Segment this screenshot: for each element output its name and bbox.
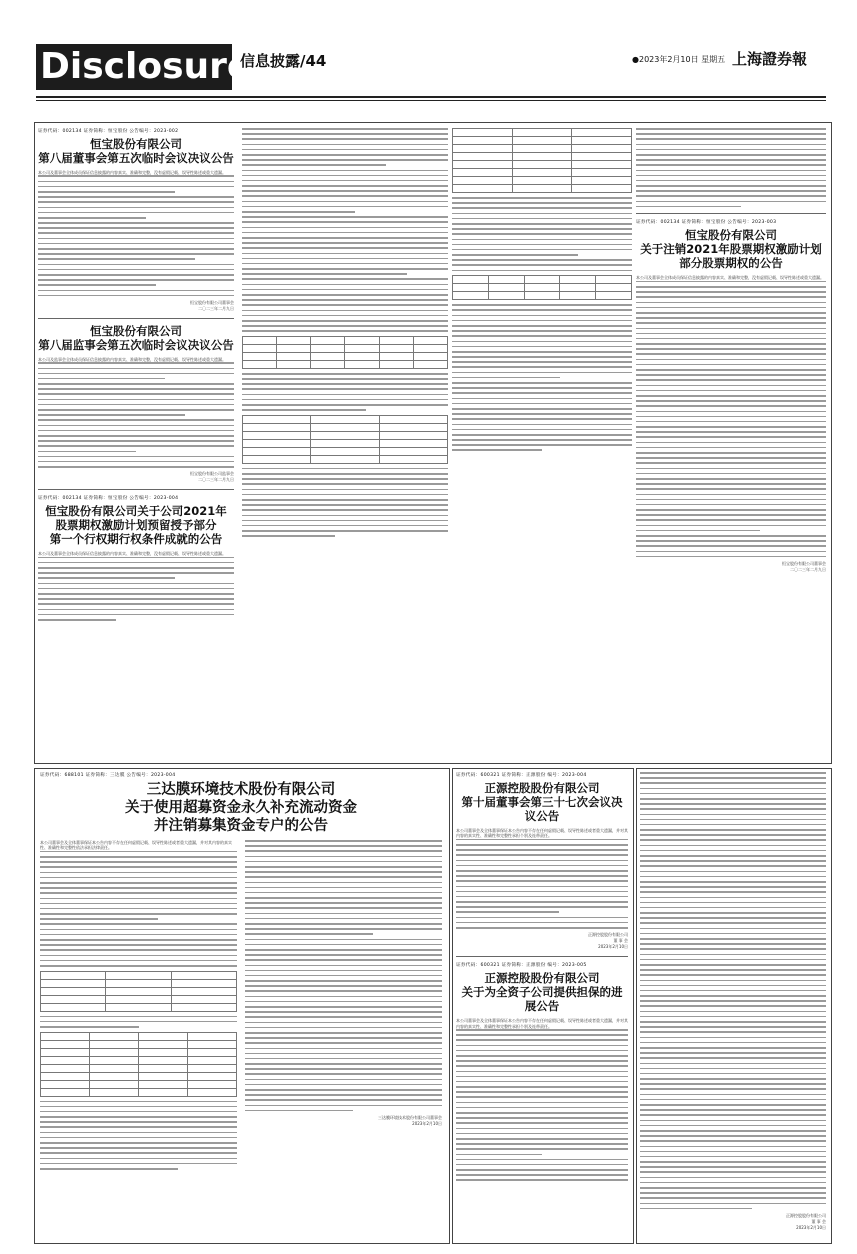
notice-intro: 本公司董事会及全体董事保证本公告内容不存在任何虚假记载、误导性陈述或者重大遗漏，并对其内容的真实性、准确性和完整性承担个别及连带责任。 <box>456 1018 628 1029</box>
notice-intro: 本公司及董事会全体成员保证信息披露的内容真实、准确和完整，没有虚假记载、误导性陈述或重大遗漏。 <box>38 551 226 557</box>
sandamo-col-left <box>40 840 237 1173</box>
notice-company: 正源控股股份有限公司 <box>484 971 600 986</box>
notice-signature: 恒宝股份有限公司监事会 二〇二三年二月九日 <box>190 471 234 483</box>
notice-intro: 本公司及董事会全体成员保证信息披露的内容真实、准确和完整，没有虚假记载、误导性陈述或重大遗漏。 <box>636 275 824 281</box>
column-sandamo <box>40 772 442 1238</box>
notice-body <box>40 851 237 967</box>
notice-meta: 证券代码：002134 证券简称：恒宝股份 公告编号：2023-004 <box>38 496 179 502</box>
notice-intro: 本公司董事会及全体董事保证本公告内容不存在任何虚假记载、误导性陈述或者重大遗漏，并对其内容的真实性、准确性和完整性依法承担法律责任。 <box>40 840 232 851</box>
notice-intro: 本公司董事会及全体董事保证本公告内容不存在任何虚假记载、误导性陈述或者重大遗漏，并对其内容的真实性、准确性和完整性承担个别及连带责任。 <box>456 828 628 839</box>
notice-signature: 恒宝股份有限公司董事会 二〇二三年二月九日 <box>782 560 826 572</box>
notice-title-line-1: 股票期权激励计划预留授予部分 <box>55 518 217 533</box>
sandamo-body-columns <box>40 840 442 1173</box>
notice-title-line-2: 并注销募集资金专户的公告 <box>154 818 328 834</box>
notice-company: 三达膜环境技术股份有限公司 <box>146 782 336 798</box>
notice-body <box>40 1101 237 1170</box>
notice-title-line-2: 部分股票期权的公告 <box>679 256 783 271</box>
notice-title-line-2: 第一个行权期行权条件成就的公告 <box>49 532 223 547</box>
notice-body <box>245 840 442 1111</box>
notice-signature: 恒宝股份有限公司董事会 二〇二三年二月九日 <box>190 299 234 311</box>
notice-meta: 证券代码：002134 证券简称：恒宝股份 公告编号：2023-002 <box>38 129 179 134</box>
data-table <box>40 1032 237 1097</box>
notice-title-line-1: 关于使用超募资金永久补充流动资金 <box>125 800 357 816</box>
notice-meta: 证券代码：002134 证券简称：恒宝股份 公告编号：2023-003 <box>636 220 777 226</box>
notice-title: 关于为全资子公司提供担保的进展公告 <box>461 985 623 1014</box>
divider <box>456 956 628 957</box>
notice-meta: 证券代码：688101 证券简称：三达膜 公告编号：2023-004 <box>40 773 176 778</box>
newspaper-name: 上海證券報 <box>732 50 808 68</box>
notice-body <box>456 839 628 929</box>
notice-body <box>640 772 826 1209</box>
brand-logo: Disclosure <box>36 44 232 90</box>
notice-intro: 本公司及董事会全体成员保证信息披露的内容真实、准确和完整，没有虚假记载、误导性陈述或重大遗漏。 <box>38 170 226 175</box>
sandamo-col-right <box>245 840 442 1173</box>
notice-signature: 三达膜环境技术股份有限公司董事会 2023年2月10日 <box>378 1114 442 1126</box>
notice-company: 恒宝股份有限公司关于公司2021年 <box>45 504 227 519</box>
hengbao-section-border <box>34 122 832 764</box>
notice-title: 第八届董事会第五次临时会议决议公告 <box>38 151 234 165</box>
data-table <box>40 971 237 1012</box>
notice-company: 正源控股股份有限公司 <box>484 781 600 795</box>
notice-body <box>40 1016 237 1028</box>
column-zhengyuan-continued <box>640 772 826 1238</box>
notice-body <box>456 1029 628 1181</box>
notice-title-line-1: 关于注销2021年股票期权激励计划 <box>640 242 822 257</box>
notice-title: 第十届董事会第三十七次会议决议公告 <box>461 795 623 823</box>
column-zhengyuan <box>456 772 628 1238</box>
notice-title: 第八届监事会第五次临时会议决议公告 <box>38 337 234 352</box>
section-title: 信息披露/44 <box>240 52 327 70</box>
masthead-rule <box>36 96 826 98</box>
notice-company: 恒宝股份有限公司 <box>90 137 182 151</box>
masthead-rule-thin <box>36 100 826 101</box>
notice-company: 恒宝股份有限公司 <box>90 323 182 338</box>
issue-date: ●2023年2月10日 星期五 <box>632 55 726 64</box>
notice-signature: 正源控股股份有限公司 董 事 会 2023年2月10日 <box>588 932 628 950</box>
notice-company: 恒宝股份有限公司 <box>685 228 777 243</box>
notice-intro: 本公司及监事会全体成员保证信息披露的内容真实、准确和完整，没有虚假记载、误导性陈述或重大遗漏。 <box>38 356 226 362</box>
notice-meta: 证券代码：600321 证券简称：正源股份 编号：2023-004 <box>456 773 587 778</box>
notice-meta: 证券代码：600321 证券简称：正源股份 编号：2023-005 <box>456 963 587 969</box>
notice-signature: 正源控股股份有限公司 董 事 会 2023年2月10日 <box>786 1212 826 1230</box>
